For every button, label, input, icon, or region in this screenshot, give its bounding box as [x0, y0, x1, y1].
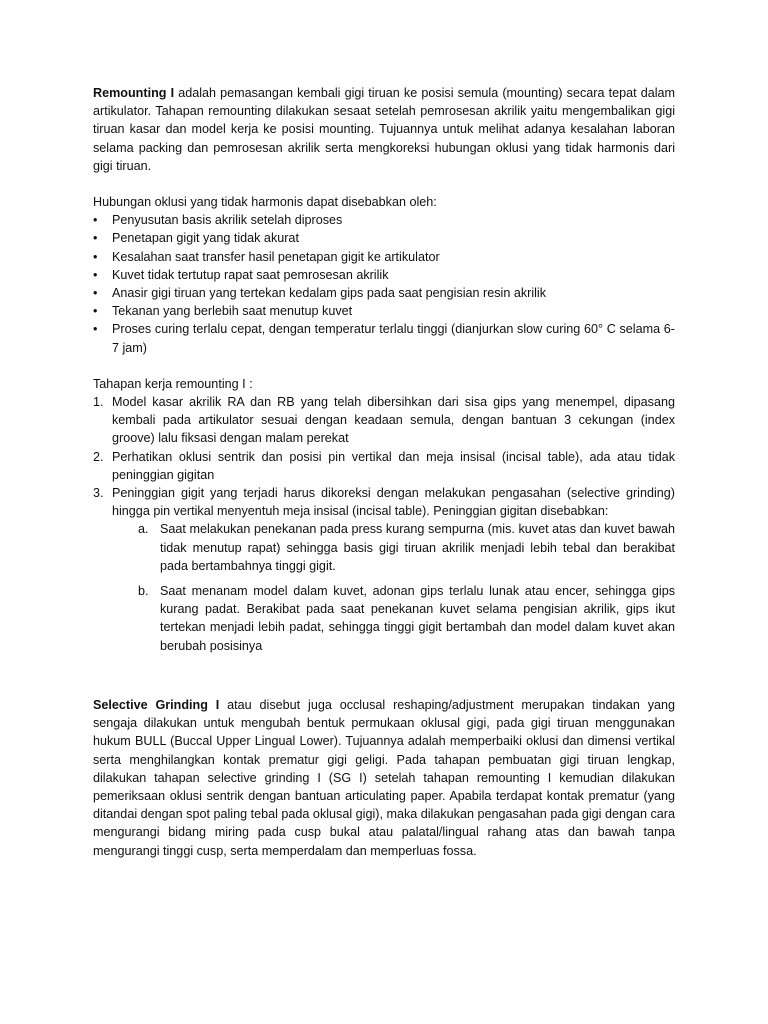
- bullet-icon: •: [93, 286, 98, 301]
- step-number: 2.: [93, 449, 104, 464]
- grinding-paragraph: [93, 696, 675, 860]
- steps-heading: Tahapan kerja remounting I :: [93, 376, 253, 391]
- intro-text: adalah pemasangan kembali gigi tiruan ke posisi semula (mounting) secara tepat dalam artikulator. Tahapan remounting dilakukan sesaat setelah pemrosesan akrilik yaitu mengembalikan gigi tiruan kasar dan model kerja ke posisi mounting. Tujuannya untuk melihat adanya kesalahan laboran selama packing dan pemrosesan akrilik serta mengkoreksi hubungan oklusi yang tidak harmonis dari gigi tiruan.: [93, 86, 676, 173]
- list-item: • Proses curing terlalu cepat, dengan temperatur terlalu tinggi (dianjurkan slow curing 60° C selama 6-7 jam): [93, 322, 675, 355]
- substep-item: [112, 582, 675, 655]
- list-item: • Penyusutan basis akrilik setelah diproses: [93, 211, 675, 229]
- bullet-icon: •: [93, 249, 98, 264]
- step-number: 1.: [93, 395, 104, 410]
- step-text: Model kasar akrilik RA dan RB yang telah dibersihkan dari sisa gips yang menempel, dipasang kembali pada artikulator sesuai dengan keadaan semula, dengan bantuan 3 cekungan (index groove) lalu fiksasi dengan malam perekat: [112, 395, 675, 446]
- bullet-icon: •: [93, 304, 98, 319]
- substeps-list: [112, 520, 675, 654]
- list-item: • Anasir gigi tiruan yang tertekan kedalam gips pada saat pengisian resin akrilik: [93, 284, 675, 302]
- steps-list: [93, 393, 675, 655]
- step-item: [93, 393, 675, 448]
- substep-text: Saat melakukan penekanan pada press kurang sempurna (mis. kuvet atas dan kuvet bawah tidak menutup rapat) sehingga basis gigi tiruan akrilik menjadi lebih tebal dan berakibat pada bertambahnya tinggi gigit.: [160, 522, 675, 573]
- substep-letter: a.: [138, 522, 149, 537]
- list-item: • Tekanan yang berlebih saat menutup kuvet: [93, 302, 675, 320]
- intro-paragraph: [93, 84, 675, 175]
- list-item: • Penetapan gigit yang tidak akurat: [93, 229, 675, 247]
- list-item: • Kesalahan saat transfer hasil penetapan gigit ke artikulator: [93, 248, 675, 266]
- step-number: 3.: [93, 486, 104, 501]
- bullet-icon: •: [93, 213, 98, 228]
- substep-letter: b.: [138, 584, 149, 599]
- step-item: [93, 484, 675, 655]
- bullet-icon: •: [93, 231, 98, 246]
- step-item: [93, 448, 675, 484]
- grinding-text: atau disebut juga occlusal reshaping/adjustment merupakan tindakan yang sengaja dilakukan untuk mengubah bentuk permukaan oklusal gigi, pada gigi tiruan menggunakan hukum BULL (Buccal Upper Lingual Lower). Tujuannya adalah memperbaiki oklusi dan dimensi vertikal serta menghilangkan kontak prematur gigi geligi. Pada tahapan pembuatan gigi tiruan lengkap, dilakukan tahapan selective grinding I (SG I) setelah tahapan remounting I kemudian dilakukan pemeriksaan oklusi sentrik dengan bantuan articulating paper. Apabila terdapat kontak prematur (yang ditandai dengan spot paling tebal pada oklusal gigi), maka dilakukan pengasahan pada gigi dengan cara mengurangi bidang miring pada cusp bukal atau palatal/lingual rahang atas dan bawah tanpa mengurangi tinggi cusp, serta memperdalam dan memperluas fossa.: [93, 697, 676, 858]
- substep-item: [112, 520, 675, 575]
- step-text: Peninggian gigit yang terjadi harus dikoreksi dengan melakukan pengasahan (selective grinding) hingga pin vertikal menyentuh meja insisal (incisal table). Peninggian gigitan disebabkan:: [112, 486, 675, 519]
- step-text: Perhatikan oklusi sentrik dan posisi pin vertikal dan meja insisal (incisal table), ada atau tidak peninggian gigitan: [112, 449, 675, 482]
- list-item: • Kuvet tidak tertutup rapat saat pemrosesan akrilik: [93, 266, 675, 284]
- bullet-icon: •: [93, 322, 98, 337]
- document-page: [93, 84, 675, 860]
- causes-heading: Hubungan oklusi yang tidak harmonis dapat disebabkan oleh:: [93, 195, 437, 210]
- grinding-term: Selective Grinding I: [93, 697, 220, 712]
- causes-list: [93, 211, 675, 357]
- substep-text: Saat menanam model dalam kuvet, adonan gips terlalu lunak atau encer, sehingga gips kurang padat. Berakibat pada saat penekanan kuvet selama pengisian akrilik, gips ikut tertekan menjadi lebih padat, sehingga tinggi gigit bertambah dan model dalam kuvet akan berubah posisinya: [160, 584, 675, 653]
- bullet-icon: •: [93, 267, 98, 282]
- remounting-term: Remounting I: [93, 86, 175, 100]
